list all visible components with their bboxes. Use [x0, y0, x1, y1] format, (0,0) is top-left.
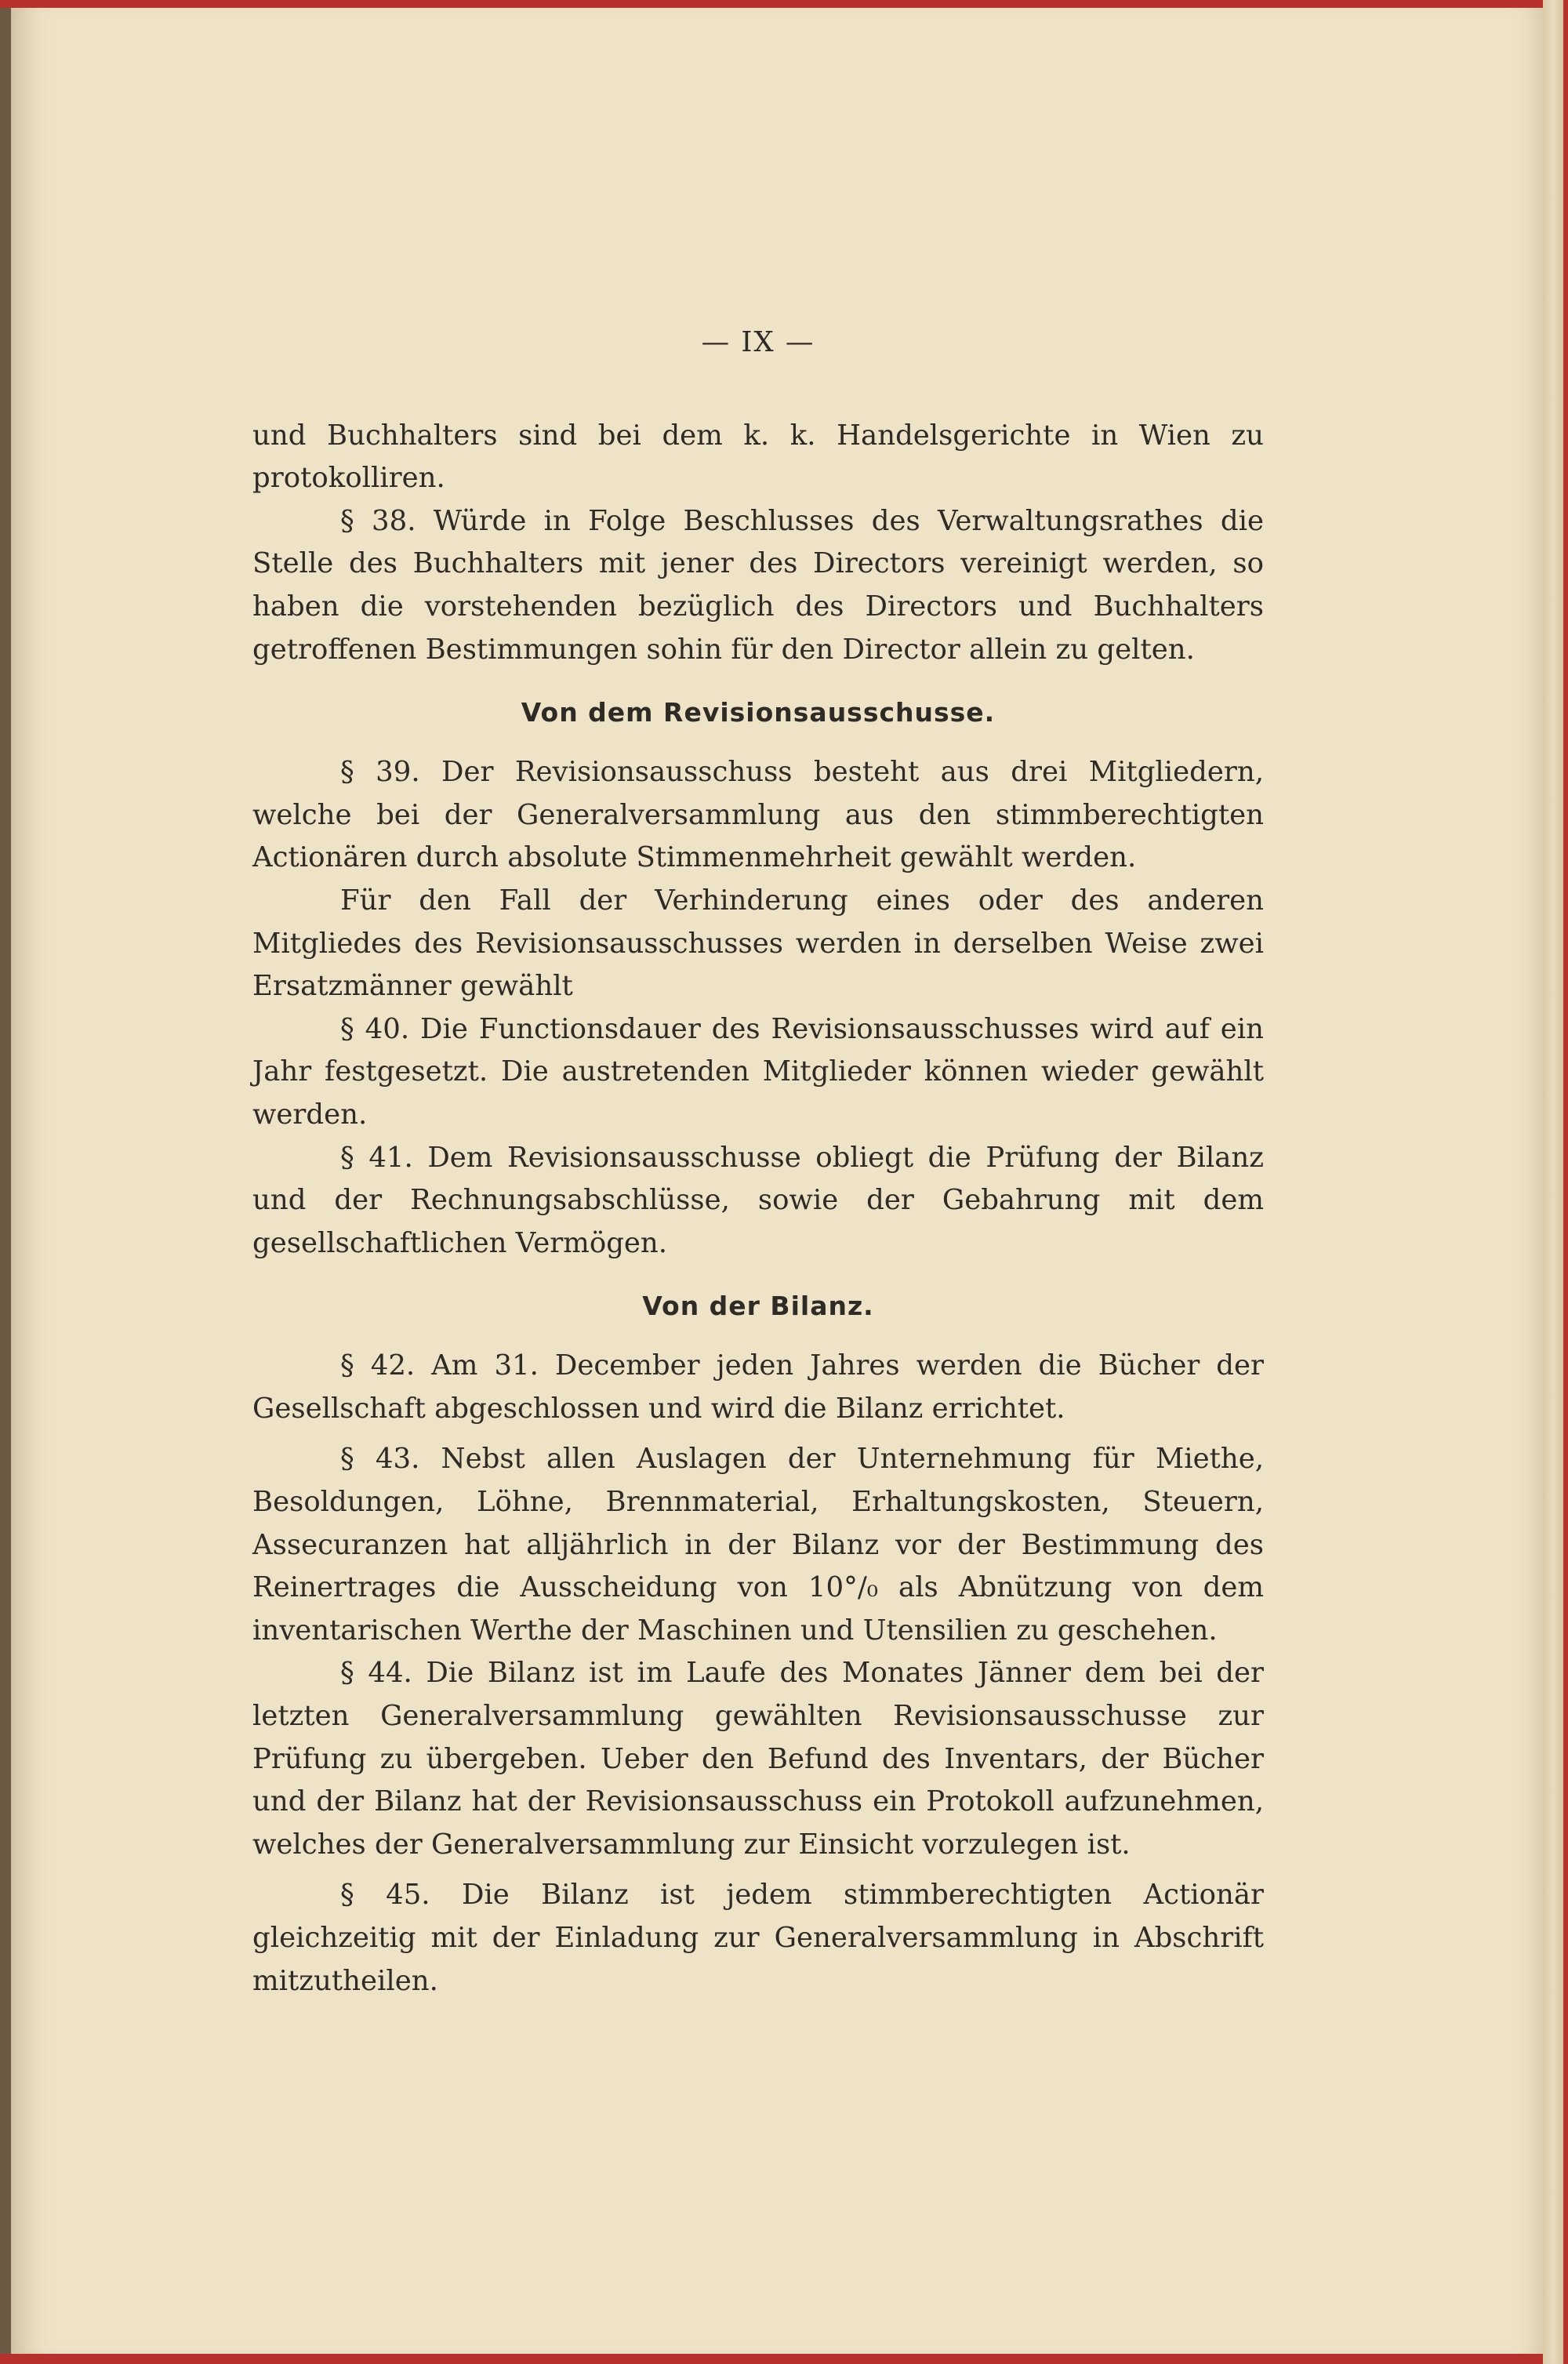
paragraph-39: § 39. Der Revisionsausschuss besteht aus drei Mitgliedern, welche bei der Generalversammlung aus den stimmberechtigten Actionären durch absolute Stimmenmehrheit gewählt werden.	[252, 756, 1264, 874]
paragraph-45: § 45. Die Bilanz ist jedem stimmberechtigten Actionär gleichzeitig mit der Einladung zur Generalversammlung in Abschrift mitzutheilen.	[252, 1879, 1264, 1997]
paragraph-40: § 40. Die Functionsdauer des Revisionsausschusses wird auf ein Jahr festgesetzt. Die austretenden Mitglieder können wieder gewählt werden.	[252, 1012, 1264, 1131]
page-number: — IX —	[701, 326, 815, 358]
paragraph-continuation: und Buchhalters sind bei dem k. k. Handelsgerichte in Wien zu protokolliren.	[252, 419, 1264, 495]
paragraph-39-cont: Für den Fall der Verhinderung eines oder des anderen Mitgliedes des Revisionsausschusses werden in derselben Weise zwei Ersatzmänner gewählt	[252, 884, 1264, 1003]
paragraph-42: § 42. Am 31. December jeden Jahres werden die Bücher der Gesellschaft abgeschlossen und wird die Bilanz errichtet.	[252, 1349, 1264, 1425]
page-edge	[1543, 0, 1568, 2364]
paragraph-43: § 43. Nebst allen Auslagen der Unternehmung für Miethe, Besoldungen, Löhne, Brennmaterial, Erhaltungskosten, Steuern, Assecuranzen hat alljährlich in der Bilanz vor der Bestimmung des Reinertrages die Ausscheidung von 10°/₀ als Abnützung von dem inventarischen Werthe der Maschinen und Utensilien zu geschehen.	[252, 1443, 1264, 1647]
section-heading-revision: Von dem Revisionsausschusse.	[521, 697, 996, 728]
paragraph-44: § 44. Die Bilanz ist im Laufe des Monates Jänner dem bei der letzten Generalversammlung gewählten Revisionsausschusse zur Prüfung zu übergeben. Ueber den Befund des Inventars, der Bücher und der Bilanz hat der Revisionsausschuss ein Protokoll aufzunehmen, welches der Generalversammlung zur Einsicht vorzulegen ist.	[252, 1657, 1264, 1861]
page-text	[252, 321, 1264, 2003]
paragraph-41: § 41. Dem Revisionsausschusse obliegt die Prüfung der Bilanz und der Rechnungsabschlüsse, sowie der Gebahrung mit dem gesellschaftlichen Vermögen.	[252, 1141, 1264, 1259]
cover-edge	[1563, 0, 1568, 2364]
section-heading-bilanz: Von der Bilanz.	[642, 1291, 874, 1322]
paragraph-38: § 38. Würde in Folge Beschlusses des Verwaltungsrathes die Stelle des Buchhalters mit jener des Directors vereinigt werden, so haben die vorstehenden bezüglich des Directors und Buchhalters getroffenen Bestimmungen sohin für den Director allein zu gelten.	[252, 504, 1264, 666]
